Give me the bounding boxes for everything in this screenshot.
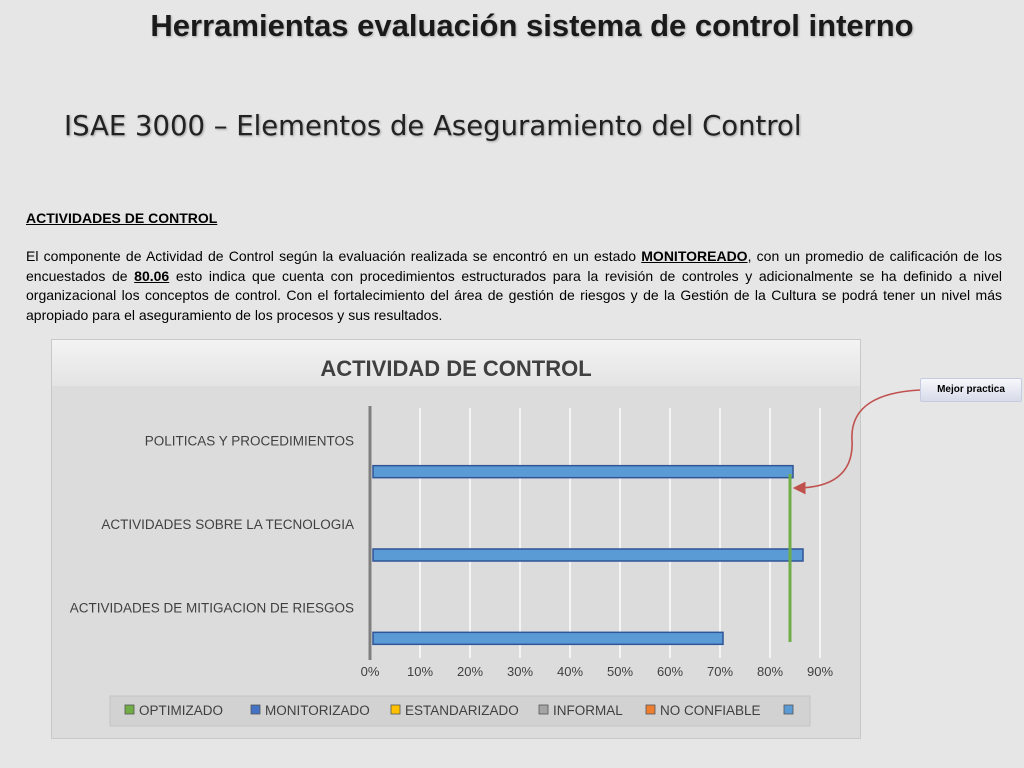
status-monitoreado: MONITOREADO bbox=[641, 248, 748, 264]
legend-swatch bbox=[125, 705, 134, 714]
x-tick-label: 10% bbox=[406, 664, 434, 679]
section-paragraph bbox=[26, 247, 1002, 325]
x-tick-label: 70% bbox=[706, 664, 734, 679]
bar-chart bbox=[52, 340, 860, 738]
category-label: ACTIVIDADES DE MITIGACION DE RIESGOS bbox=[69, 600, 354, 616]
paragraph-part-3: , con un promedio de calificación de los encuestados de bbox=[26, 248, 1002, 284]
legend-swatch bbox=[251, 705, 260, 714]
slide-subtitle: ISAE 3000 – Elementos de Aseguramiento del Control bbox=[64, 110, 802, 142]
legend-swatch bbox=[391, 705, 400, 714]
x-tick-label: 0% bbox=[360, 664, 380, 679]
paragraph-part-1: El componente de Actividad de Control según la evaluación realizada se encontró en un estado bbox=[26, 248, 642, 264]
average-score: 80.06 bbox=[134, 267, 170, 284]
legend-swatch bbox=[646, 705, 655, 714]
bar bbox=[373, 466, 793, 478]
x-tick-label: 90% bbox=[806, 664, 834, 679]
chart-title: ACTIVIDAD DE CONTROL bbox=[320, 356, 592, 381]
x-tick-label: 50% bbox=[606, 664, 634, 679]
x-tick-label: 20% bbox=[456, 664, 484, 679]
x-tick-label: 40% bbox=[556, 664, 584, 679]
paragraph-part-5: esto indica que cuenta con procedimientos estructurados para la revisión de controles y adicionalmente se ha definido a nivel organizacional los conceptos de control. Con el fortalecimiento del área de gestión de riesgos y de la Gestión de la Cultura se podrá tener un nivel más apropiado para el aseguramiento de los procesos y sus resultados. bbox=[26, 267, 1003, 323]
category-label: ACTIVIDADES SOBRE LA TECNOLOGIA bbox=[101, 517, 354, 532]
legend-label: INFORMAL bbox=[553, 703, 623, 718]
legend-label: ESTANDARIZADO bbox=[405, 703, 519, 718]
section-heading: ACTIVIDADES DE CONTROL bbox=[26, 210, 218, 226]
legend-label: MONITORIZADO bbox=[265, 703, 370, 718]
x-tick-label: 30% bbox=[506, 664, 534, 679]
legend-swatch bbox=[784, 705, 793, 714]
chart-container bbox=[52, 340, 860, 738]
legend-label: NO CONFIABLE bbox=[660, 703, 761, 718]
legend-label: OPTIMIZADO bbox=[139, 703, 223, 718]
slide-title: Herramientas evaluación sistema de control interno bbox=[150, 8, 914, 43]
bar bbox=[373, 632, 723, 644]
bar bbox=[373, 549, 803, 561]
legend-swatch bbox=[539, 705, 548, 714]
category-label: POLITICAS Y PROCEDIMIENTOS bbox=[144, 433, 354, 449]
x-tick-label: 80% bbox=[756, 664, 784, 679]
callout-mejor-practica: Mejor practica bbox=[920, 378, 1022, 402]
x-tick-label: 60% bbox=[656, 664, 684, 679]
